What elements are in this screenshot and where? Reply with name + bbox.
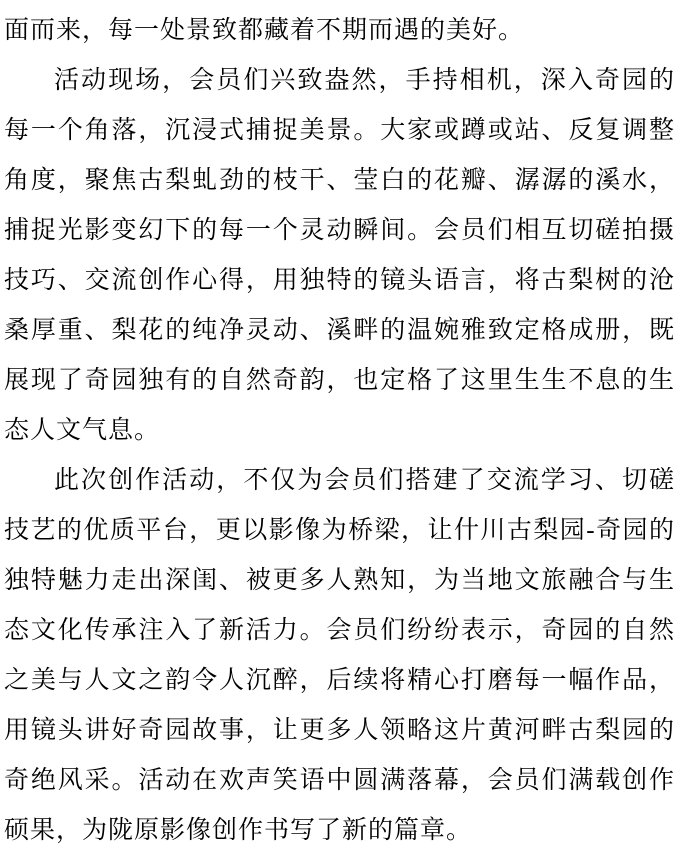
paragraph-activity-summary: 此次创作活动，不仅为会员们搭建了交流学习、切磋技艺的优质平台，更以影像为桥梁，让什川古梨园-奇园的独特魅力走出深闺、被更多人熟知，为当地文旅融合与生态文化传承注入了新活力。会员们纷纷表示，奇园的自然之美与人文之韵令人沉醉，后续将精心打磨每一幅作品，用镜头讲好奇园故事，让更多人领略这片黄河畔古梨园的奇绝风采。活动在欢声笑语中圆满落幕，会员们满载创作硕果，为陇原影像创作书写了新的篇章。 [4,467,675,844]
paragraph-activity-scene: 活动现场，会员们兴致盎然，手持相机，深入奇园的每一个角落，沉浸式捕捉美景。大家或蹲或站、反复调整角度，聚焦古梨虬劲的枝干、莹白的花瓣、潺潺的溪水，捕捉光影变幻下的每一个灵动瞬间。会员们相互切磋拍摄技巧、交流创作心得，用独特的镜头语言，将古梨树的沧桑厚重、梨花的纯净灵动、溪畔的温婉雅致定格成册，既展现了奇园独有的自然奇韵，也定格了这里生生不息的生态人文气息。 [4,67,675,444]
paragraph-continuation: 面而来，每一处景致都藏着不期而遇的美好。 [4,17,525,44]
